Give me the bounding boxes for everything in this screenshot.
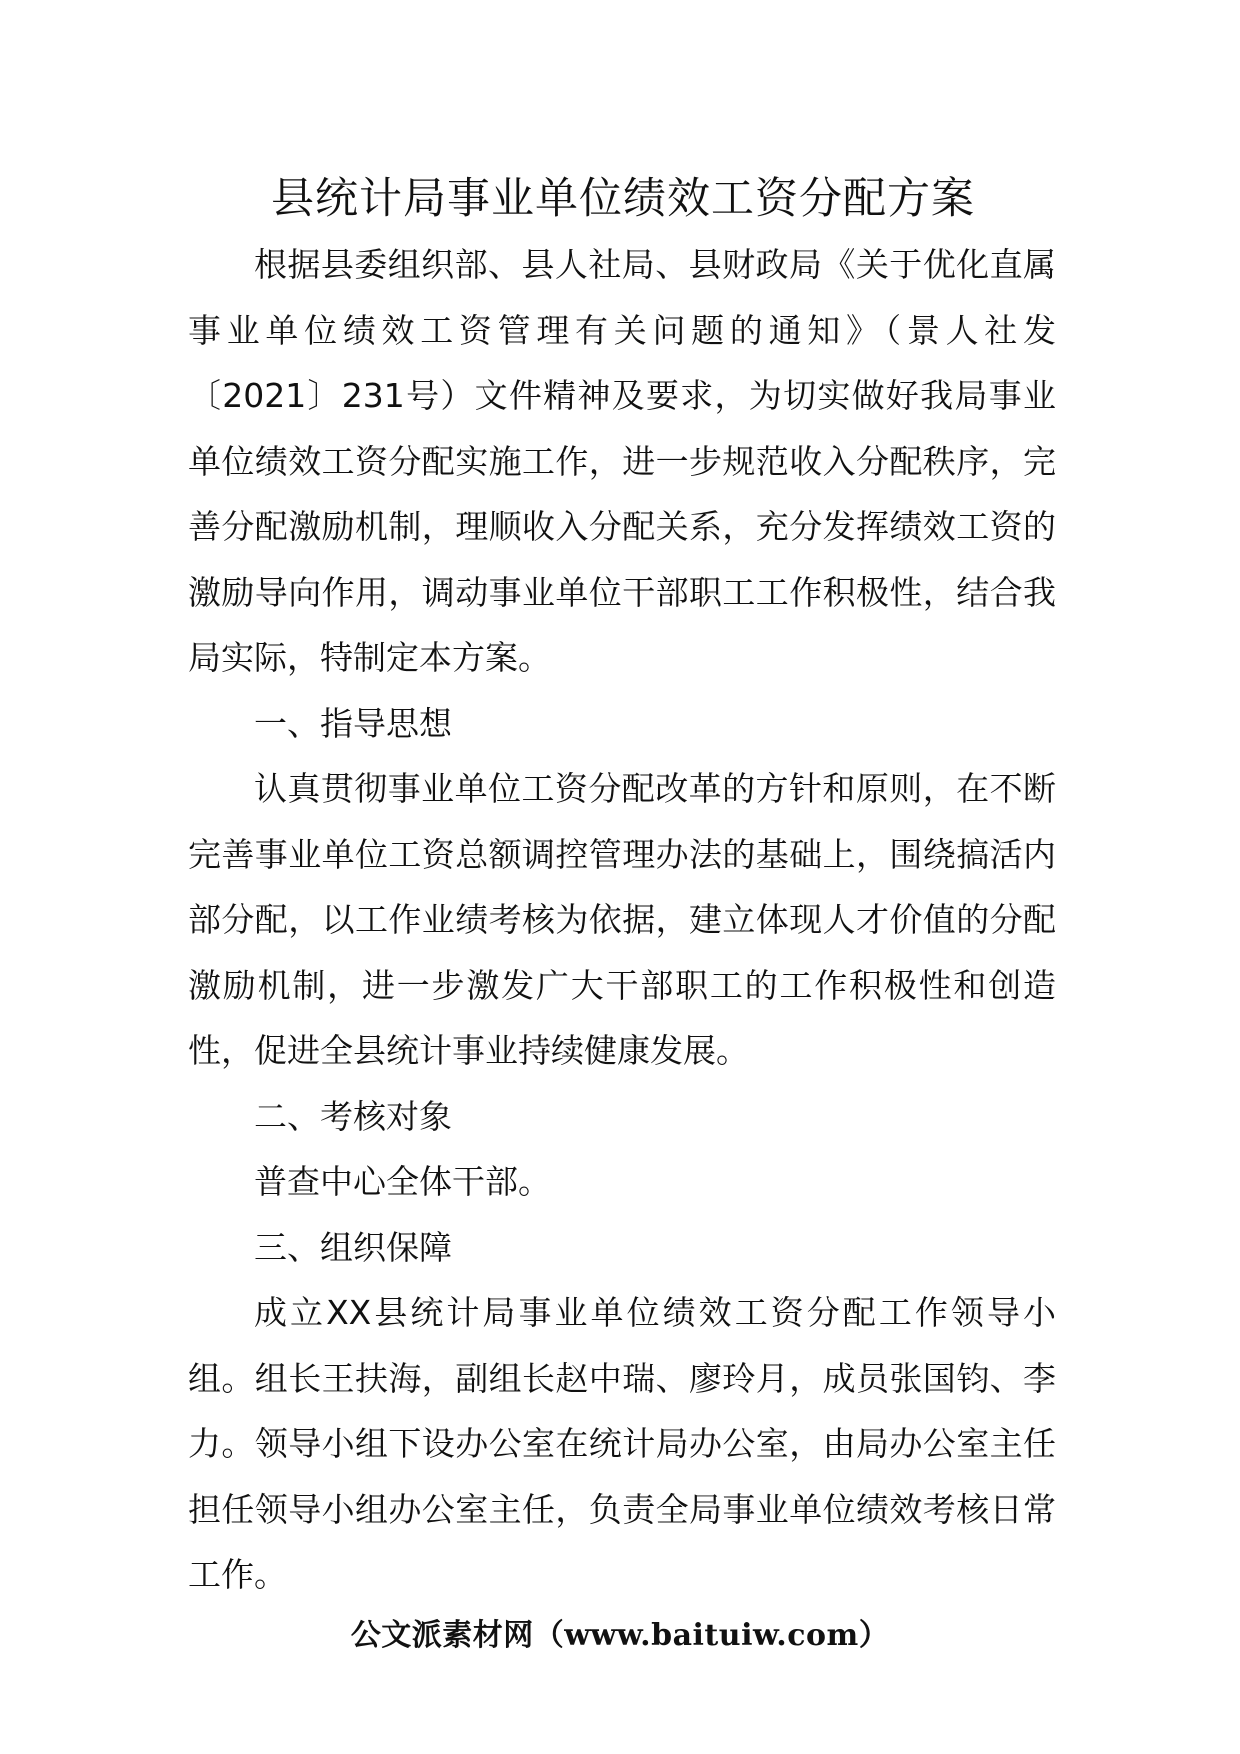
guiding-ideology-paragraph: 认真贯彻事业单位工资分配改革的方针和原则，在不断完善事业单位工资总额调控管理办法的基础上，围绕搞活内部分配，以工作业绩考核为依据，建立体现人才价值的分配激励机制，进一步激发广大干部职工的工作积极性和创造性，促进全县统计事业持续健康发展。 — [188, 769, 1056, 1070]
document-title: 县统计局事业单位绩效工资分配方案 — [271, 174, 975, 224]
footer-watermark: 公文派素材网（www.baituiw.com） — [350, 1618, 890, 1653]
document-body — [188, 232, 1056, 1608]
section-heading-assessment-targets: 二、考核对象 — [254, 1096, 452, 1136]
section-heading-organization: 三、组织保障 — [254, 1227, 452, 1267]
assessment-targets-paragraph: 普查中心全体干部。 — [254, 1162, 551, 1201]
section-heading-guiding-ideology: 一、指导思想 — [254, 703, 452, 743]
organization-paragraph: 成立XX县统计局事业单位绩效工资分配工作领导小组。组长王扶海，副组长赵中瑞、廖玲月，成员张国钧、李力。领导小组下设办公室在统计局办公室，由局办公室主任担任领导小组办公室主任，负责全局事业单位绩效考核日常工作。 — [188, 1293, 1056, 1594]
intro-paragraph: 根据县委组织部、县人社局、县财政局《关于优化直属事业单位绩效工资管理有关问题的通知》（景人社发〔2021〕231号）文件精神及要求，为切实做好我局事业单位绩效工资分配实施工作，进一步规范收入分配秩序，完善分配激励机制，理顺收入分配关系，充分发挥绩效工资的激励导向作用，调动事业单位干部职工工作积极性，结合我局实际，特制定本方案。 — [188, 245, 1056, 677]
